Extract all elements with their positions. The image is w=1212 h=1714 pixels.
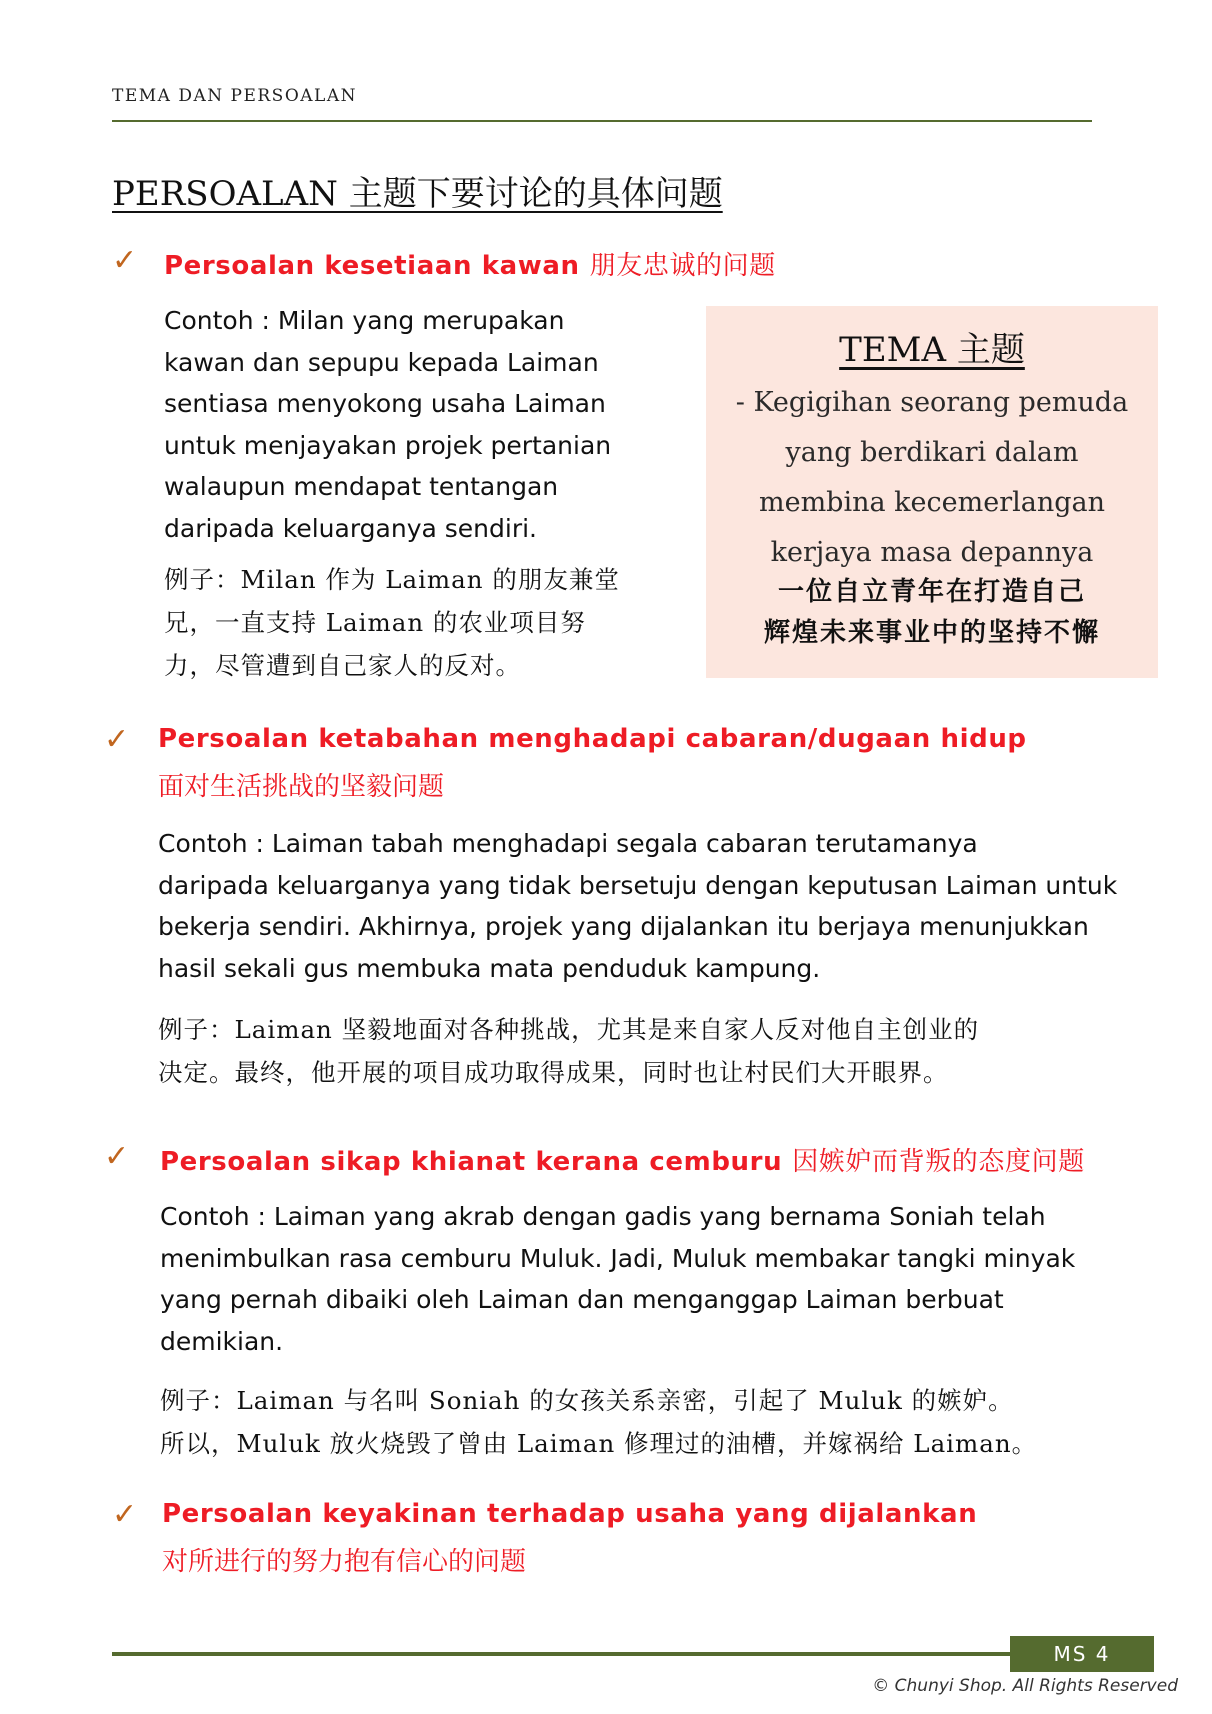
- item-3-contoh: [160, 1196, 1160, 1362]
- check-icon: ✓: [112, 1497, 138, 1532]
- item-1-title-zh: 朋友忠诚的问题: [589, 251, 776, 281]
- item-1-example-zh: [164, 558, 684, 687]
- contoh-line: hasil sekali gus membuka mata penduduk kampung.: [158, 953, 821, 983]
- item-3-title: Persoalan sikap khianat kerana cemburu: [160, 1147, 783, 1177]
- example-line: 例子：Milan 作为 Laiman 的朋友兼堂: [164, 565, 620, 594]
- tema-line: - Kegigihan seorang pemuda: [735, 387, 1129, 418]
- item-2-title-zh: 面对生活挑战的坚毅问题: [158, 772, 445, 802]
- item-2-contoh: [158, 823, 1178, 989]
- tema-line: 一位自立青年在打造自己: [777, 577, 1086, 607]
- tema-line: 辉煌未来事业中的坚持不懈: [763, 618, 1100, 648]
- contoh-line: walaupun mendapat tentangan: [164, 472, 559, 501]
- contoh-line: bekerja sendiri. Akhirnya, projek yang dijalankan itu berjaya menunjukkan: [158, 912, 1089, 941]
- example-line: 力，尽管遭到自己家人的反对。: [164, 651, 521, 680]
- tema-title: TEMA 主题: [839, 330, 1025, 370]
- contoh-line: daripada keluarganya yang tidak bersetuju dengan keputusan Laiman untuk: [158, 870, 1118, 900]
- tema-box: [706, 306, 1158, 678]
- item-4-title: Persoalan keyakinan terhadap usaha yang dijalankan: [162, 1499, 978, 1529]
- item-3-title-zh: 因嫉妒而背叛的态度问题: [792, 1147, 1085, 1177]
- section-title: PERSOALAN 主题下要讨论的具体问题: [112, 174, 723, 214]
- contoh-line: menimbulkan rasa cemburu Muluk. Jadi, Muluk membakar tangki minyak: [160, 1243, 1076, 1273]
- check-icon: ✓: [112, 243, 138, 278]
- example-line: 例子：Laiman 坚毅地面对各种挑战，尤其是来自家人反对他自主创业的: [158, 1015, 980, 1044]
- tema-text-zh: [716, 572, 1148, 654]
- item-2-title: Persoalan ketabahan menghadapi cabaran/dugaan hidup: [158, 724, 1027, 754]
- tema-line: yang berdikari dalam: [785, 437, 1079, 468]
- tema-text-ms: [720, 378, 1144, 578]
- example-line: 例子：Laiman 与名叫 Soniah 的女孩关系亲密，引起了 Muluk 的嫉妒。: [160, 1386, 1014, 1415]
- item-1-title: Persoalan kesetiaan kawan: [164, 251, 580, 281]
- item-1-heading: [164, 245, 776, 282]
- item-1-contoh: [164, 300, 684, 549]
- contoh-line: Contoh : Milan yang merupakan: [164, 306, 565, 335]
- copyright-notice: © Chunyi Shop. All Rights Reserved: [872, 1676, 1178, 1696]
- item-4-title-zh: 对所进行的努力抱有信心的问题: [162, 1547, 527, 1577]
- tema-line: membina kecemerlangan: [759, 487, 1105, 518]
- check-icon: ✓: [104, 1139, 130, 1174]
- item-3-example-zh: [160, 1379, 1160, 1465]
- contoh-line: Contoh : Laiman yang akrab dengan gadis yang bernama Soniah telah: [160, 1202, 1046, 1231]
- contoh-line: demikian.: [160, 1326, 284, 1356]
- check-icon: ✓: [104, 722, 130, 757]
- contoh-line: daripada keluarganya sendiri.: [164, 513, 537, 543]
- item-2-example-zh: [158, 1008, 1178, 1094]
- contoh-line: sentiasa menyokong usaha Laiman: [164, 389, 606, 418]
- footer-divider: [112, 1652, 1012, 1656]
- tema-line: kerjaya masa depannya: [770, 537, 1094, 568]
- contoh-line: yang pernah dibaiki oleh Laiman dan menganggap Laiman berbuat: [160, 1285, 1004, 1314]
- contoh-line: untuk menjayakan projek pertanian: [164, 430, 612, 460]
- page-number-badge: MS 4: [1010, 1636, 1154, 1672]
- contoh-line: kawan dan sepupu kepada Laiman: [164, 347, 599, 377]
- contoh-line: Contoh : Laiman tabah menghadapi segala cabaran terutamanya: [158, 829, 978, 858]
- item-3-heading: [160, 1141, 1085, 1178]
- running-head: TEMA DAN PERSOALAN: [112, 86, 357, 106]
- example-line: 决定。最终，他开展的项目成功取得成果，同时也让村民们大开眼界。: [158, 1058, 949, 1087]
- example-line: 所以，Muluk 放火烧毁了曾由 Laiman 修理过的油槽，并嫁祸给 Laiman。: [160, 1429, 1038, 1458]
- example-line: 兄，一直支持 Laiman 的农业项目努: [164, 608, 586, 637]
- header-divider: [112, 120, 1092, 122]
